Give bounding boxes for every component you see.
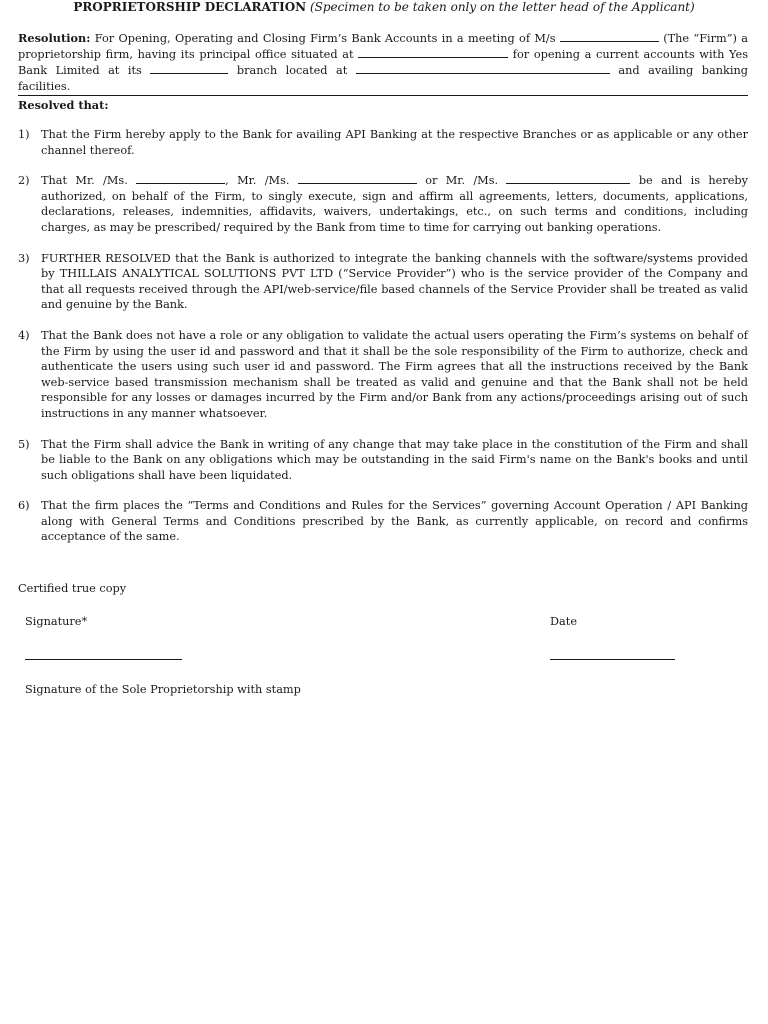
clause-number: 5) [18,437,30,451]
clause-2-part-b: , Mr. /Ms. [225,174,290,188]
office-address-blank[interactable] [358,47,508,58]
title-heading: PROPRIETORSHIP DECLARATION [73,0,307,14]
clause-number: 2) [18,174,30,188]
resolution-paragraph [18,30,748,95]
clause-text: FURTHER RESOLVED that the Bank is authorized to integrate the banking channels with the software/systems provided by THILLAIS ANALYTICAL SOLUTIONS PVT LTD (“Service Provider”) who is the service provider of the Company and that all requests received through the API/web-service/file based channels of the Service Provider shall be treated as valid and genuine by the Bank. [41,251,748,312]
document-title [0,0,768,14]
authorized-person-3-blank[interactable] [506,173,630,184]
resolution-text-2: (The “Firm”) a proprietorship firm, having its principal office situated at [18,32,748,61]
date-label: Date [550,615,578,628]
resolution-text-5: and availing banking facilities. [18,64,749,93]
signature-caption: Signature of the Sole Proprietorship with stamp [25,683,301,696]
clause-text [41,173,748,235]
resolution-text-1: For Opening, Operating and Closing Firm’s Bank Accounts in a meeting of M/s [94,32,556,45]
firm-name-blank[interactable] [560,31,659,42]
clause-5 [18,437,748,484]
clause-3 [18,251,748,313]
resolved-label: Resolved that: [18,98,109,112]
resolution-label: Resolution: [18,31,91,45]
title-note: (Specimen to be taken only on the letter head of the Applicant) [309,0,695,14]
resolution-text-4: branch located at [236,64,348,77]
clause-2-part-c: or Mr. /Ms. [425,174,499,188]
clause-number: 4) [18,328,30,342]
signature-line[interactable] [25,659,182,660]
clause-text: That the Bank does not have a role or any obligation to validate the actual users operating the Firm’s systems on behalf of the Firm by using the user id and password and that it shall be the sole responsibility of the Firm to authorize, check and authenticate the users using such user id and password. The Firm agrees that all the instructions received by the Bank web-service based transmission mechanism shall be treated as valid and genuine and that the Bank shall not be held responsible for any losses or damages incurred by the Firm and/or Bank from any actions/proceedings arising out of such instructions in any manner whatsoever. [41,328,748,420]
certified-true-copy: Certified true copy [18,582,127,595]
branch-blank[interactable] [150,63,228,74]
signature-label: Signature* [25,615,88,628]
authorized-person-2-blank[interactable] [298,173,417,184]
section-divider [18,95,748,96]
authorized-person-1-blank[interactable] [136,173,225,184]
clause-2-part-a: That Mr. /Ms. [41,174,128,188]
clause-4 [18,328,748,422]
clause-2 [18,173,748,235]
clause-1 [18,127,748,158]
clause-number: 3) [18,251,30,265]
resolution-text-3: for opening a current accounts with Yes Bank Limited at its [18,48,748,77]
clause-number: 6) [18,499,30,513]
clause-6 [18,498,748,545]
clause-list [18,127,748,560]
clause-text: That the firm places the “Terms and Conditions and Rules for the Services” governing Account Operation / API Banking along with General Terms and Conditions prescribed by the Bank, as currently applicable, on record and confirms acceptance of the same. [41,499,748,544]
clause-2-part-d: be and is hereby authorized, on behalf of the Firm, to singly execute, sign and affirm all agreements, letters, documents, applications, declarations, releases, indemnities, affidavits, waivers, undertakings, etc., on such terms and conditions, including charges, as may be prescribed/ required by the Bank from time to time for carrying out banking operations. [41,174,749,234]
clause-number: 1) [18,128,30,141]
clause-text: That the Firm shall advice the Bank in writing of any change that may take place in the constitution of the Firm and shall be liable to the Bank on any obligations which may be outstanding in the said Firm's name on the Bank's books and until such obligations shall have been liquidated. [41,437,748,482]
branch-location-blank[interactable] [356,63,610,74]
clause-text: That the Firm hereby apply to the Bank for availing API Banking at the respective Branches or as applicable or any other channel thereof. [41,128,748,157]
date-line[interactable] [550,659,675,660]
